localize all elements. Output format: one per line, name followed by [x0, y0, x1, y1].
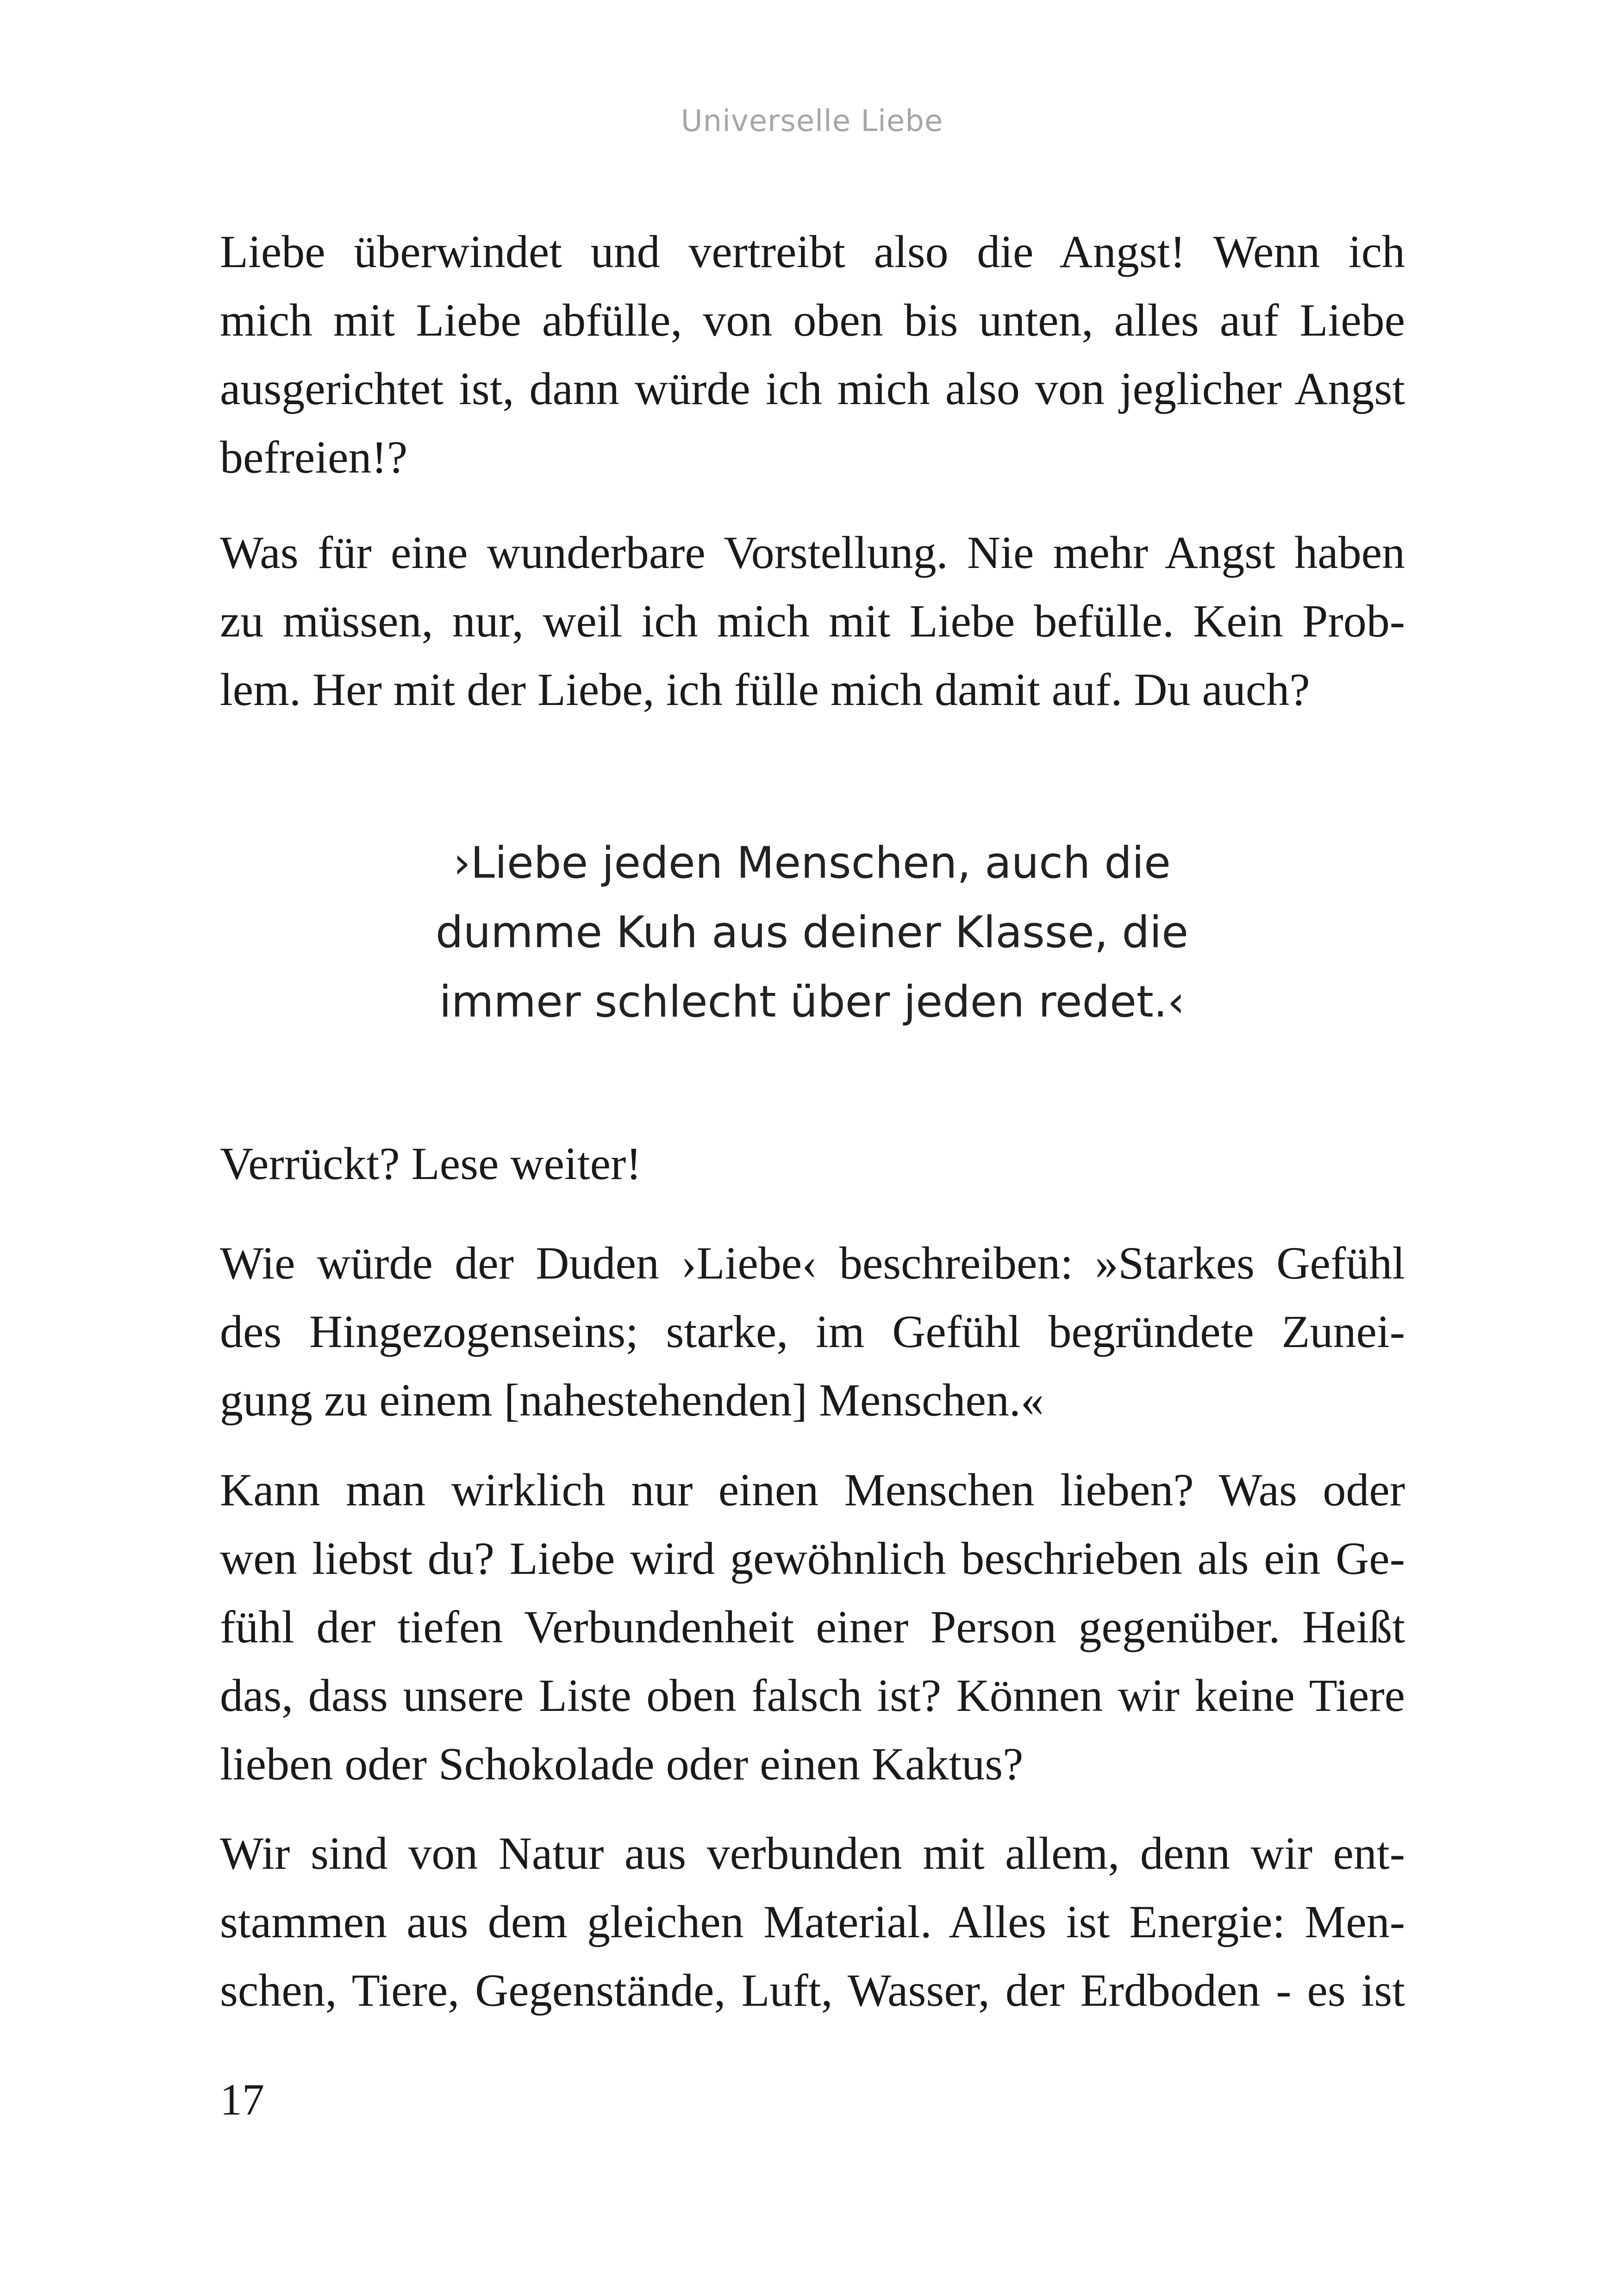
text-line: lem. Her mit der Liebe, ich fülle mich damit auf. Du auch? — [220, 664, 1310, 715]
paragraph-4 — [220, 1229, 1405, 1435]
text-line: wen liebst du? Liebe wird gewöhnlich beschrieben als ein Ge- — [220, 1533, 1405, 1584]
text-line: Verrückt? Lese weiter! — [220, 1138, 642, 1189]
text-line: Wir sind von Natur aus verbunden mit allem, denn wir ent- — [220, 1828, 1405, 1879]
text-line: des Hingezogenseins; starke, im Gefühl begründete Zunei- — [220, 1306, 1405, 1357]
text-line: schen, Tiere, Gegenstände, Luft, Wasser, der Erdboden - es ist — [220, 1965, 1405, 2016]
pull-quote — [0, 829, 1624, 1037]
quote-line: dumme Kuh aus deiner Klasse, die — [435, 907, 1189, 958]
paragraph-3 — [220, 1129, 1405, 1198]
text-line: zu müssen, nur, weil ich mich mit Liebe befülle. Kein Prob- — [220, 595, 1405, 647]
text-line: lieben oder Schokolade oder einen Kaktus? — [220, 1738, 1024, 1790]
text-line: Liebe überwindet und vertreibt also die Angst! Wenn ich — [220, 226, 1405, 277]
text-line: Kann man wirklich nur einen Menschen lieben? Was oder — [220, 1464, 1405, 1516]
page-number: 17 — [220, 2075, 264, 2124]
running-header: Universelle Liebe — [681, 104, 943, 138]
text-line: mich mit Liebe abfülle, von oben bis unten, alles auf Liebe — [220, 294, 1405, 346]
text-line: das, dass unsere Liste oben falsch ist? Können wir keine Tiere — [220, 1670, 1405, 1721]
text-line: ausgerichtet ist, dann würde ich mich also von jeglicher Angst — [220, 363, 1405, 414]
text-line: gung zu einem [nahestehenden] Menschen.« — [220, 1374, 1044, 1426]
text-line: Wie würde der Duden ›Liebe‹ beschreiben: »Starkes Gefühl — [220, 1237, 1405, 1289]
text-line: fühl der tiefen Verbundenheit einer Person gegenüber. Heißt — [220, 1601, 1405, 1653]
paragraph-6 — [220, 1819, 1405, 2025]
text-line: Was für eine wunderbare Vorstellung. Nie mehr Angst haben — [220, 527, 1405, 578]
text-line: stammen aus dem gleichen Material. Alles ist Energie: Men- — [220, 1896, 1405, 1947]
paragraph-5 — [220, 1456, 1405, 1798]
text-line: befreien!? — [220, 431, 408, 483]
quote-line: ›Liebe jeden Menschen, auch die — [453, 838, 1171, 888]
paragraph-1 — [220, 218, 1405, 492]
paragraph-2 — [220, 518, 1405, 724]
quote-line: immer schlecht über jeden redet.‹ — [439, 977, 1185, 1027]
